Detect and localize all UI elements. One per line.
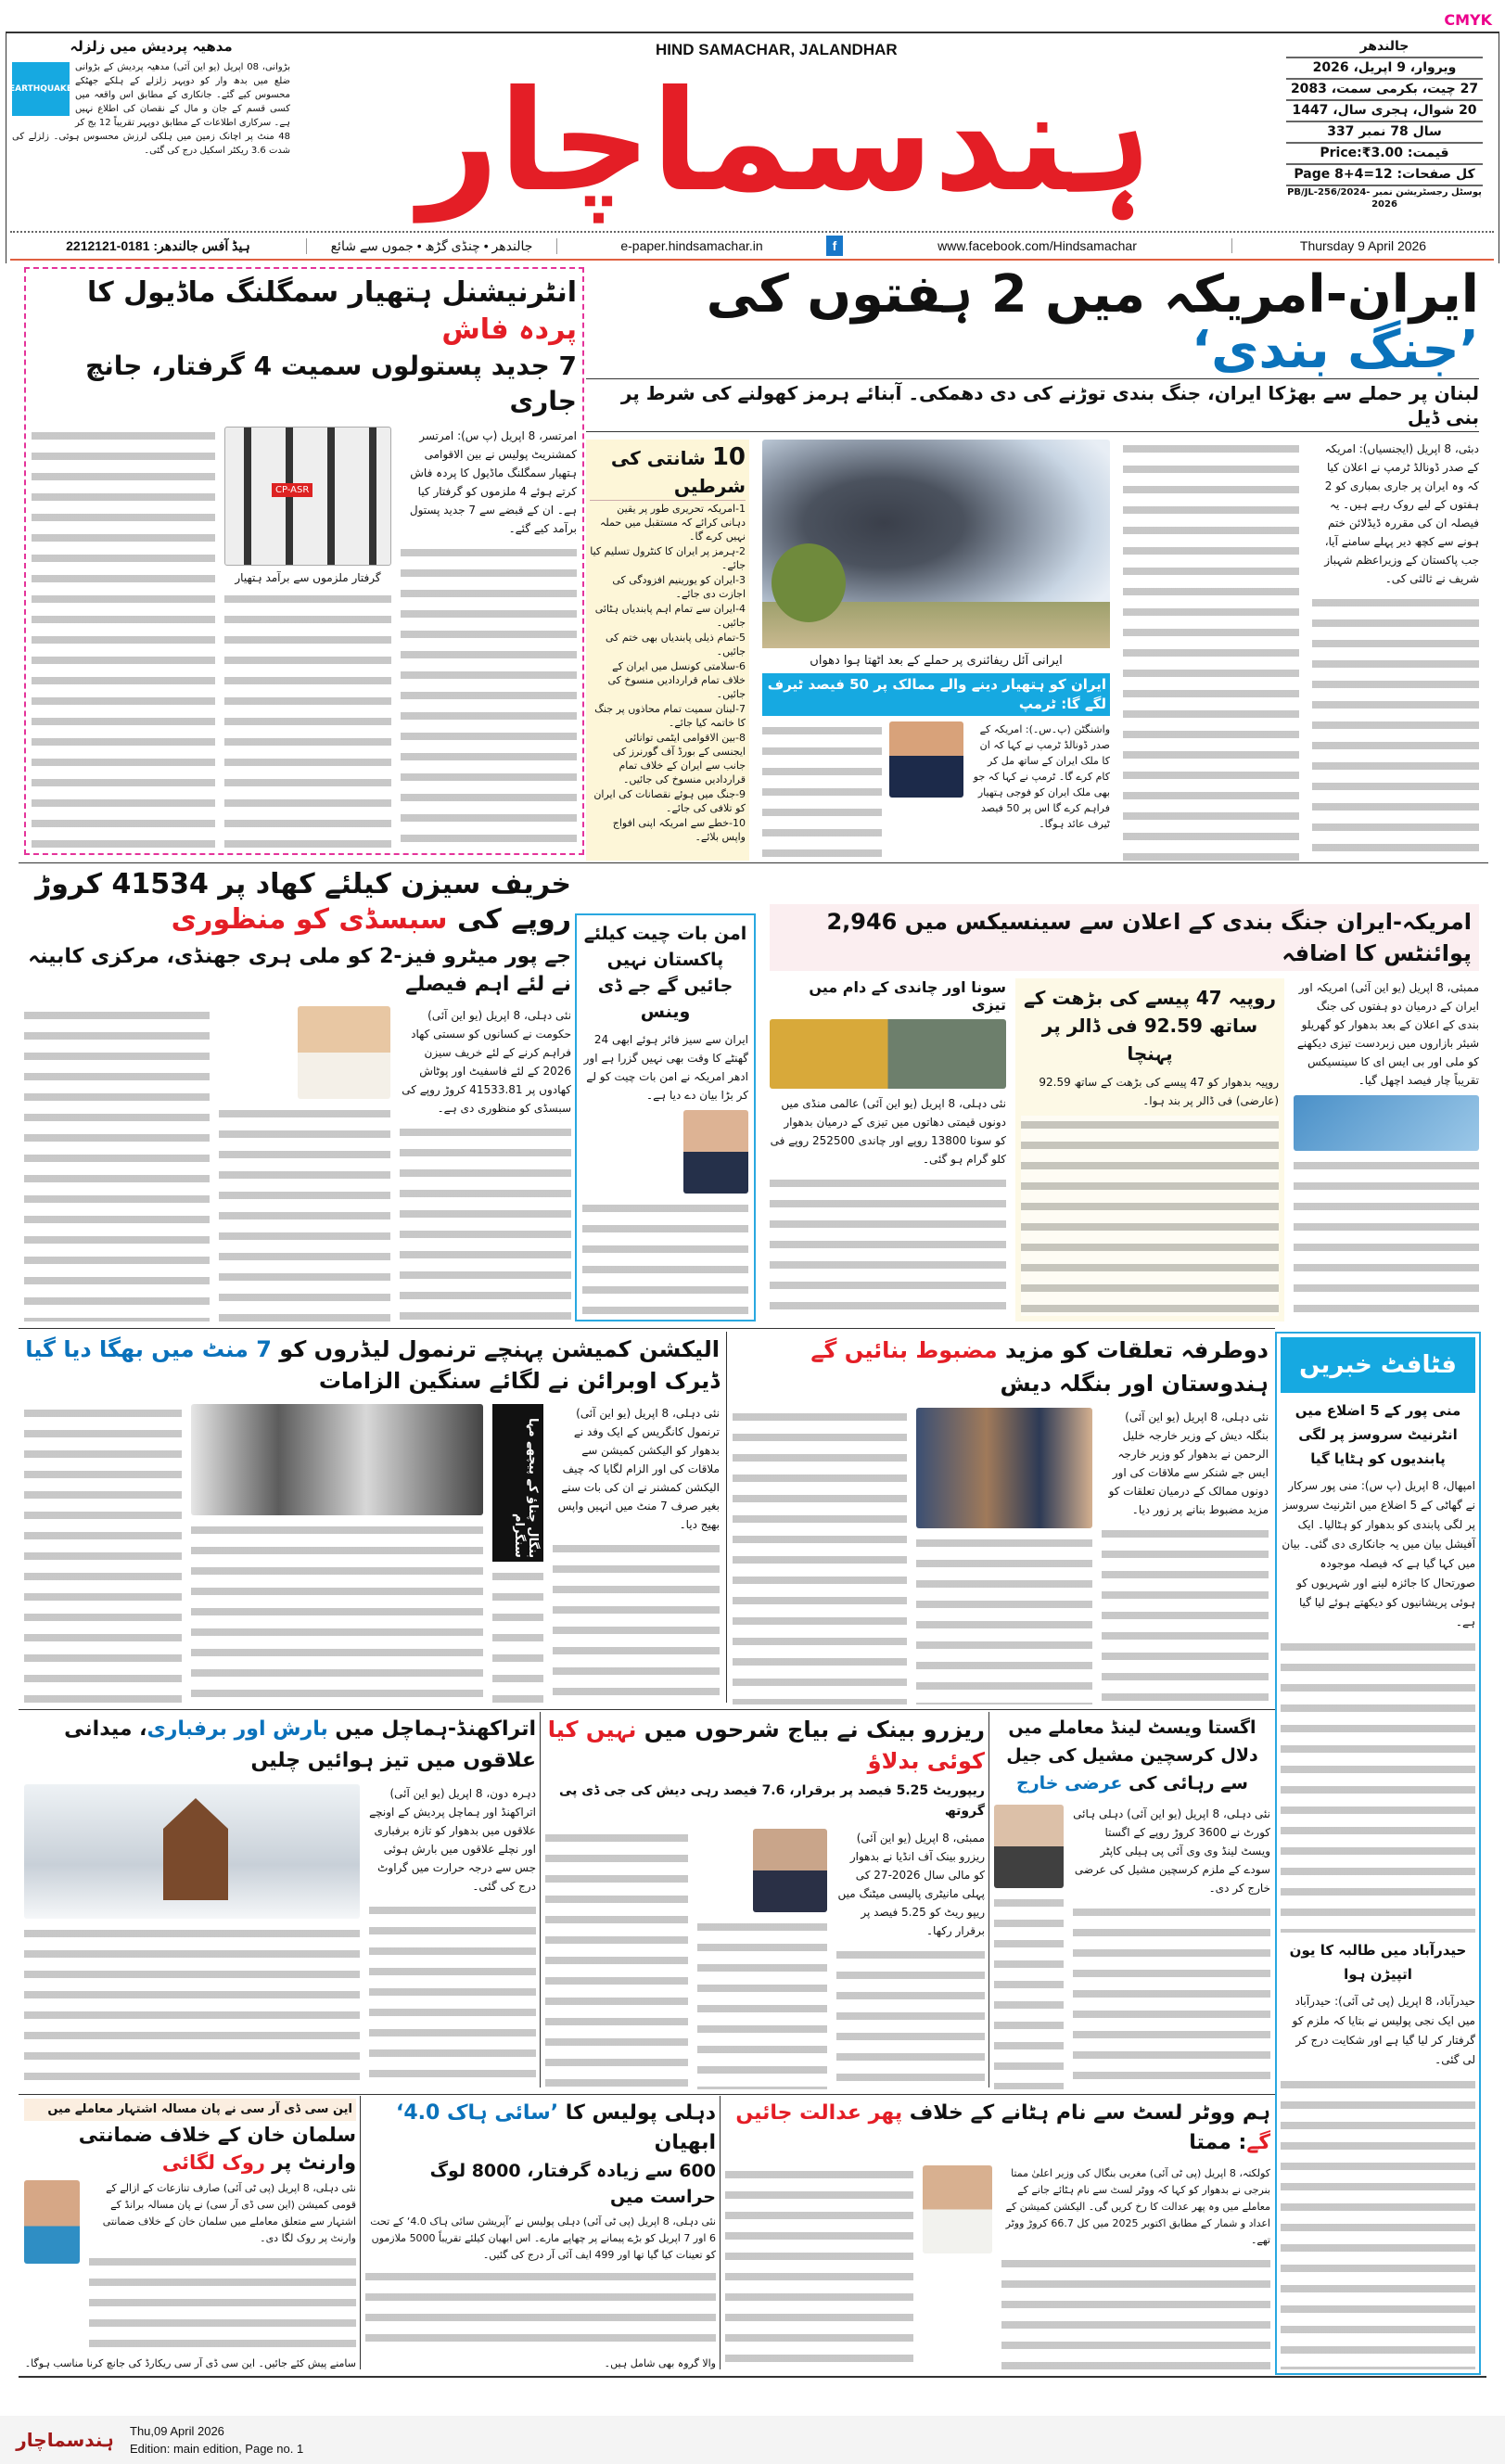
headline-highlight: بارش اور برفباری bbox=[147, 1717, 328, 1741]
text-column bbox=[365, 2267, 716, 2352]
story-agusta-westland bbox=[994, 1714, 1270, 2089]
headline-highlight: پردہ فاش bbox=[441, 313, 577, 346]
bengal-box: بنگال چناؤ کے پیچھے مہا سنگرام bbox=[492, 1404, 543, 1562]
info-date: ویروار، 9 اپریل، 2026 bbox=[1286, 58, 1483, 80]
conditions-box bbox=[586, 440, 749, 861]
text-column bbox=[1001, 2254, 1270, 2372]
text-column bbox=[762, 721, 882, 861]
subheadline: 600 سے زیادہ گرفتار، 8000 لوگ حراست میں bbox=[429, 2161, 716, 2207]
rupee-box bbox=[1015, 978, 1284, 1321]
ministers-photo bbox=[916, 1408, 1092, 1528]
text-column bbox=[401, 543, 577, 848]
headline-highlight: روک لگائی bbox=[161, 2151, 265, 2174]
info-postal: پوسٹل رجسٹریشن نمبر PB/JL-256/2024-2026 bbox=[1287, 187, 1482, 210]
story-weapons-smuggling bbox=[24, 267, 584, 855]
info-year: سال 78 نمبر 337 bbox=[1286, 122, 1483, 144]
footer bbox=[0, 2416, 1505, 2464]
headline: خریف سیزن کیلئے کھاد پر 41534 کروڑ روپے کی bbox=[35, 868, 571, 936]
snow-photo bbox=[24, 1784, 360, 1919]
story-sensex bbox=[770, 904, 1479, 1321]
earthquake-title: مدھیہ پردیش میں زلزلہ bbox=[70, 38, 233, 55]
refinery-smoke-photo bbox=[762, 440, 1110, 648]
conditions-title: شانتی کی شرطیں bbox=[610, 447, 746, 497]
text-column bbox=[582, 1199, 748, 1314]
condition-item: 8-بین الاقوامی ایٹمی توانائی ایجنسی کے بورڈ آف گورنرز کی جانب سے ایران کے خلاف تمام قراردادیں منسوخ کی جائیں۔ bbox=[612, 732, 746, 785]
mamta-photo bbox=[923, 2165, 992, 2253]
page-bottom-border bbox=[19, 2376, 1486, 2378]
headline: ہم ووٹر لسٹ سے نام ہٹانے کے خلاف bbox=[902, 2101, 1270, 2125]
condition-item: 2-ہرمز پر ایران کا کنٹرول تسلیم کیا جائے۔ bbox=[590, 545, 746, 571]
text-column bbox=[1312, 594, 1479, 861]
text-column bbox=[224, 590, 391, 848]
editions: جالندھر • چنڈی گڑھ • جموں سے شائع bbox=[307, 238, 557, 254]
headline-highlight: عرضی خارج bbox=[1016, 1773, 1123, 1794]
headline: اگستا ویسٹ لینڈ معاملے میں دلال کرسچین مشیل کی جیل سے رہائی کی bbox=[1006, 1717, 1258, 1794]
text-column bbox=[553, 1539, 720, 1704]
divider bbox=[720, 2096, 721, 2369]
divider bbox=[540, 1712, 541, 2087]
meeting-photo bbox=[191, 1404, 483, 1515]
text-column bbox=[492, 1567, 543, 1704]
story-india-bangladesh bbox=[733, 1334, 1269, 1704]
lead-headline: ایران-امریکہ میں 2 ہفتوں کی bbox=[706, 264, 1479, 325]
newspaper-logo: ہندسماچار bbox=[418, 61, 1153, 223]
jewellery-photo bbox=[770, 1019, 1006, 1089]
divider bbox=[19, 1709, 1275, 1710]
story-kharif-subsidy bbox=[24, 867, 571, 1321]
story-body: ایران سے سیز فائر ہوئے ابھی 24 گھنٹے کا وقت بھی نہیں گزرا ہے اور ادھر امریکہ نے امن بات چیت کو لے کر بڑا بیان دے دیا ہے۔ bbox=[583, 1033, 748, 1102]
text-column bbox=[89, 2253, 356, 2352]
text-column bbox=[1021, 1116, 1279, 1316]
tariff-body: واشنگٹن (پ۔س۔): امریکہ کے صدر ڈونالڈ ٹرمپ نے کہا کہ ان کا ملک ایران کے ساتھ مل کر کام کرے گا۔ ٹرمپ نے کہا کہ جو بھی ملک ایران کو فوجی ہتھیار فراہم کرے گا اس پر 50 فیصد ٹیرف عائد ہوگا۔ bbox=[973, 723, 1110, 830]
conditions-number: 10 bbox=[711, 443, 746, 471]
subheadline: جے پور میٹرو فیز-2 کو ملی ہری جھنڈی، مرکزی کابینہ نے لئے اہم فیصلے bbox=[28, 945, 571, 996]
condition-item: 9-جنگ میں ہوئے نقصانات کی ایران کو تلافی کی جائے۔ bbox=[593, 788, 746, 814]
text-column bbox=[725, 2165, 913, 2372]
text-column bbox=[545, 1829, 688, 2089]
facebook-link[interactable]: www.facebook.com/Hindsamachar bbox=[843, 238, 1232, 253]
condition-item: 1-امریکہ تحریری طور پر یقین دہانی کرائے کہ مستقبل میں حملہ نہیں کرے گا۔ bbox=[599, 503, 746, 543]
news-item-title: حیدرآباد میں طالبہ کا یون اتپیڑن ہوا bbox=[1289, 1941, 1467, 1983]
rupee-headline: روپیہ 47 پیسے کی بڑھت کے ساتھ 92.59 فی ڈالر پر پہنچا bbox=[1024, 987, 1276, 1065]
headline: دوطرفہ تعلقات کو مزید bbox=[997, 1337, 1269, 1363]
headline: امریکہ-ایران جنگ بندی کے اعلان سے سینسیکس میں 2,946 پوائنٹس کا اضافہ bbox=[770, 904, 1479, 971]
headline-highlight: ’سائی ہاک 4.0‘ bbox=[396, 2101, 559, 2125]
footer-date: Thu,09 April 2026 bbox=[130, 2424, 224, 2438]
headline: دہلی پولیس کا bbox=[558, 2101, 716, 2125]
headline-highlight: 7 منٹ میں بھگا دیا گیا bbox=[25, 1336, 272, 1362]
trump-photo bbox=[889, 721, 963, 798]
subheadline: 7 جدید پستولوں سمیت 4 گرفتار، جانچ جاری bbox=[85, 351, 577, 416]
text-column bbox=[24, 1404, 182, 1704]
info-price: قیمت: Price:₹3.00 bbox=[1286, 144, 1483, 165]
headline-tail: ابھیان bbox=[654, 2131, 716, 2154]
divider bbox=[988, 1712, 989, 2087]
info-bar bbox=[10, 231, 1494, 261]
info-pages: کل صفحات: 12=4+8 Page bbox=[1286, 165, 1483, 186]
photo-caption: گرفتار ملزموں سے برآمد ہتھیار bbox=[235, 571, 381, 584]
headline-highlight: سبسڈی کو منظوری bbox=[171, 903, 448, 936]
footer-logo: ہندسماچار bbox=[16, 2429, 114, 2451]
text-column bbox=[770, 1174, 1006, 1321]
story-tail: والا گروہ بھی شامل ہیں۔ bbox=[604, 2357, 716, 2369]
story-body: دہرہ دون، 8 اپریل (یو این آئی) اتراکھنڈ اور ہماچل پردیش کے اونچے علاقوں میں بدھوار کو تازہ برفباری اور نچلے علاقوں میں بارش ہوئی جس سے درجہ حرارت میں گراوٹ درج کی گئی۔ bbox=[369, 1787, 536, 1893]
vance-photo bbox=[683, 1110, 748, 1194]
divider bbox=[360, 2096, 361, 2369]
salman-photo bbox=[24, 2180, 80, 2264]
text-column bbox=[1281, 1638, 1475, 1933]
cmyk-text: CMYK bbox=[1444, 11, 1492, 29]
story-mamta-banerjee bbox=[725, 2099, 1270, 2372]
headline-tail: ہندوستان اور بنگلہ دیش bbox=[1000, 1371, 1269, 1397]
weapons-photo bbox=[224, 427, 391, 566]
text-column bbox=[697, 1918, 827, 2089]
story-body: نئی دہلی، 8 اپریل (یو این آئی) ترنمول کانگریس کے ایک وفد نے بدھوار کو الیکشن کمیشن سے ملاقات کی اور الزام لگایا کہ چیف الیکشن کمشنر نے ان کی بات سنے بغیر صرف 7 منٹ میں انہیں واپس بھیج دیا۔ bbox=[557, 1407, 720, 1531]
headline: الیکشن کمیشن پہنچے ترنمول لیڈروں کو bbox=[271, 1336, 720, 1362]
story-body: نئی دہلی، 8 اپریل (پی ٹی آئی) صارف تنازعات کے ازالے کے قومی کمیشن (این سی ڈی آر سی) نے پان مسالہ برانڈ کے اشتہار سے متعلق معاملے میں سلمان خان کے خلاف ضمانتی وارنٹ پر روک لگا دی۔ bbox=[102, 2182, 356, 2244]
gold-headline: سونا اور چاندی کے دام میں تیزی bbox=[809, 978, 1006, 1014]
kicker: این سی ڈی آر سی نے پان مسالہ اشتہار معاملے میں bbox=[24, 2099, 356, 2121]
news-item-body: حیدرآباد، 8 اپریل (پی ٹی آئی): حیدرآباد میں ایک نجی پولیس نے بتایا کہ ملزم کو گرفتار کر لیا گیا ہے اور شکایت درج کر لی گئی۔ bbox=[1292, 1994, 1475, 2066]
headline-part: انٹرنیشنل ہتھیار سمگلنگ ماڈیول کا bbox=[87, 276, 577, 309]
text-column bbox=[400, 1123, 571, 1321]
info-bikrami: 27 چیت، بکرمی سمت، 2083 bbox=[1286, 80, 1483, 101]
gold-body: نئی دہلی، 8 اپریل (یو این آئی) عالمی منڈی میں دونوں قیمتی دھاتوں میں تیزی کے درمیان بدھوار کو سونا 13800 روپے اور چاندی 252500 روپے فی کلو گرام ہو گئی۔ bbox=[770, 1097, 1006, 1166]
headline-tail: ڈیرک اوبرائن نے لگائے سنگین الزامات bbox=[318, 1368, 720, 1394]
story-body: نئی دہلی، 8 اپریل (یو این آئی) بنگلہ دیش کے وزیر خارجہ خلیل الرحمن نے بدھوار کو وزیر خارجہ ایس جے شنکر سے ملاقات کی اور دونوں ممالک کے درمیان تعلقات کو مزید مضبوط بنانے پر زور دیا۔ bbox=[1108, 1411, 1269, 1516]
lead-body: دبئی، 8 اپریل (ایجنسیاں): امریکہ کے صدر ڈونالڈ ٹرمپ نے اعلان کیا کہ وہ ایران پر جاری بمباری کو 2 ہفتوں کے لیے روک رہے ہیں۔ یہ فیصلہ ان کی مقررہ ڈیڈلائن ختم ہونے سے کچھ دیر پہلے سامنے آیا، جب پاکستان کے وزیراعظم شہباز شریف نے ثالثی کی۔ bbox=[1324, 442, 1479, 585]
text-column bbox=[24, 1006, 210, 1321]
footer-edition: Edition: main edition, Page no. 1 bbox=[130, 2442, 304, 2456]
text-column bbox=[994, 1894, 1064, 2089]
story-election-commission bbox=[24, 1334, 720, 1704]
text-column bbox=[1294, 1156, 1479, 1321]
story-tail: سامنے پیش کئے جائیں۔ این سی ڈی آر سی ریکارڈ کی جانچ کرنا مناسب ہوگا۔ bbox=[24, 2357, 356, 2369]
divider bbox=[19, 862, 1488, 863]
sensex-body: ممبئی، 8 اپریل (یو این آئی) امریکہ اور ایران کے درمیان دو ہفتوں کی جنگ بندی کے اعلان کے بعد بدھوار کو گھریلو شیئر بازاروں میں زبردست تیزی دیکھنے کو ملی اور بی ایس ای کا سینسیکس تقریباً چار فیصد اچھل گیا۔ bbox=[1296, 981, 1479, 1087]
news-item-body: امپھال، 8 اپریل (پ س): منی پور سرکار نے گھاٹی کے 5 اضلاع میں انٹرنیٹ سروسز پر لگی پابندی کو بدھوار کو ہٹالیا۔ ایک آفیشل بیان میں یہ جانکاری دی گئی۔ بیان میں کہا گیا ہے کہ فیصلہ موجودہ صورتحال کا جائزہ لینے اور شہریوں کو ہوئی پریشانیوں کو دیکھتے ہوئے لیا گیا ہے۔ bbox=[1282, 1479, 1475, 1628]
lead-story bbox=[586, 264, 1479, 861]
lead-headline-highlight: ’جنگ بندی‘ bbox=[1191, 320, 1479, 380]
divider bbox=[726, 1332, 727, 1703]
condition-item: 7-لبنان سمیت تمام محاذوں پر جنگ کا خاتمہ کیا جائے۔ bbox=[594, 703, 746, 729]
headline-tail: ، میدانی علاقوں میں تیز ہوائیں چلیں bbox=[64, 1717, 536, 1772]
text-column bbox=[1281, 2075, 1475, 2370]
minister-photo bbox=[298, 1006, 390, 1099]
story-body: کولکتہ، 8 اپریل (پی ٹی آئی) مغربی بنگال کی وزیر اعلیٰ ممتا بنرجی نے بدھوار کو کہا کہ ووٹر لسٹ سے نام ہٹائے جانے کے معاملے میں وہ پھر عدالت کا رخ کریں گی۔ الیکشن کمیشن کے اعداد و شمار کے مطابق اکتوبر 2025 میں کل 66.7 کروڑ ووٹر تھے۔ bbox=[1005, 2167, 1270, 2246]
cp-asr-badge: CP-ASR bbox=[272, 483, 312, 497]
condition-item: 5-تمام ذیلی پابندیاں بھی ختم کی جائیں۔ bbox=[605, 632, 746, 657]
head-office-phone: ہیڈ آفس جالندھر: 0181-2212121 bbox=[10, 238, 307, 254]
text-column bbox=[191, 1521, 483, 1704]
publisher-name: HIND SAMACHAR, JALANDHAR bbox=[656, 41, 898, 58]
headline-tail: : ممتا bbox=[1189, 2131, 1247, 2154]
cmyk-marker bbox=[1444, 11, 1492, 29]
earthquake-body: بڑوانی، 08 اپریل (یو این آئی) مدھیہ پردیش کے بڑوانی ضلع میں بدھ وار کو دوپہر زلزلے کے ہلکے جھٹکے محسوس کیے گئے۔ جانکاری کے مطابق اس واقعہ میں کسی قسم کے جان و مال کے نقصان کی اطلاع نہیں ہے۔ سرکاری اطلاعات کے مطابق دوپہر تقریباً 12 بج کر 48 منٹ پر اچانک زمین میں ہلکی لرزش محسوس ہوئی۔ زلزلے کی شدت 3.6 ریکٹر اسکیل درج کی گئی۔ bbox=[12, 62, 290, 156]
headline-highlight: پھر عدالت جائیں گے bbox=[735, 2101, 1270, 2154]
headline: ریزرو بینک نے بیاج شرحوں میں bbox=[636, 1717, 985, 1743]
rupee-body: روپیہ بدھوار کو 47 پیسے کی بڑھت کے ساتھ 92.59 (عارضی) فی ڈالر پر بند ہوا۔ bbox=[1039, 1076, 1279, 1107]
text-column bbox=[219, 1104, 390, 1321]
condition-item: 10-خطے سے امریکہ اپنی افواج واپس بلائے۔ bbox=[612, 817, 746, 843]
photo-caption: ایرانی آئل ریفائنری پر حملے کے بعد اٹھتا ہوا دھواں bbox=[810, 654, 1063, 668]
text-column bbox=[24, 1924, 360, 2089]
headline: سلمان خان کے خلاف ضمانتی وارنٹ پر bbox=[78, 2124, 356, 2174]
headline-highlight: مضبوط بنائیں گے bbox=[810, 1337, 998, 1363]
headline: اتراکھنڈ-ہماچل میں bbox=[327, 1717, 536, 1741]
story-body: نئی دہلی، 8 اپریل (یو این آئی) حکومت نے کسانوں کو سستی کھاد فراہم کرنے کے لئے خریف سیزن 2026 کے لئے فاسفیٹ اور پوٹاش کھادوں پر 41533.81 کروڑ روپے کی سبسڈی کو منظوری دی ہے۔ bbox=[402, 1009, 571, 1115]
lead-subheadline: لبنان پر حملے سے بھڑکا ایران، جنگ بندی توڑنے کی دی دھمکی۔ آبنائے ہرمز کھولنے کی شرط پر بنی ڈیل bbox=[586, 379, 1479, 432]
info-hijri: 20 شوال، ہجری سال، 1447 bbox=[1286, 101, 1483, 122]
text-column bbox=[369, 1901, 536, 2089]
facebook-icon: f bbox=[826, 236, 843, 256]
story-body: ممبئی، 8 اپریل (یو این آئی) ریزرو بینک آف انڈیا نے بدھوار کو مالی سال 2026-27 کی پہلی مانیٹری پالیسی میٹنگ میں ریپو ریٹ کو 5.25 فیصد پر برقرار رکھا۔ bbox=[837, 1832, 985, 1937]
headline-highlight: نہیں کیا کوئی بدلاؤ bbox=[547, 1717, 985, 1774]
text-column bbox=[733, 1408, 907, 1704]
text-column bbox=[1073, 1903, 1270, 2089]
issue-info bbox=[1286, 37, 1483, 211]
earthquake-badge: EARTHQUAKE bbox=[12, 62, 70, 116]
epaper-link[interactable]: e-paper.hindsamachar.in bbox=[620, 238, 763, 253]
gold-silver-box bbox=[770, 978, 1006, 1321]
tariff-banner: ایران کو ہتھیار دینے والے ممالک پر 50 فیصد ٹیرف لگے گا: ٹرمپ bbox=[762, 673, 1110, 716]
text-column bbox=[836, 1946, 985, 2089]
story-body: امرتسر، 8 اپریل (پ س): امرتسر کمشنریٹ پولیس نے بین الاقوامی ہتھیار سمگلنگ ماڈیول کا پردہ فاش کرتے ہوئے 4 ملزموں کو گرفتار کیا ہے۔ ان کے قبضے سے 7 جدید پستول برآمد کیے گئے۔ bbox=[409, 429, 577, 535]
story-body: نئی دہلی، 8 اپریل (یو این آئی) دہلی ہائی کورٹ نے 3600 کروڑ روپے کے اگستا ویسٹ لینڈ وی وی آئی پی ہیلی کاپٹر سودے کے ملزم کرسچین مشیل کی عرضی خارج کر دی۔ bbox=[1073, 1807, 1270, 1895]
news-item-title: منی پور کے 5 اضلاع میں انٹرنیٹ سروسز پر لگی پابندیوں کو ہٹایا گیا bbox=[1295, 1402, 1461, 1467]
info-city: جالندھر bbox=[1286, 37, 1483, 58]
bull-photo bbox=[1294, 1095, 1479, 1151]
text-column bbox=[916, 1534, 1092, 1704]
governor-photo bbox=[753, 1829, 827, 1912]
story-vance-pakistan bbox=[575, 913, 756, 1321]
story-uttarakhand-weather bbox=[24, 1714, 536, 2089]
text-column bbox=[1123, 440, 1299, 861]
text-column bbox=[1102, 1525, 1269, 1704]
fast-news-box bbox=[1275, 1332, 1481, 2375]
divider bbox=[19, 1328, 1275, 1329]
divider bbox=[19, 2094, 1275, 2095]
subheadline: ریپوریٹ 5.25 فیصد پر برقرار، 7.6 فیصد رہی دیش کی جی ڈی پی گروتھ bbox=[558, 1783, 985, 1819]
earthquake-brief bbox=[8, 38, 290, 223]
michel-photo bbox=[994, 1805, 1064, 1888]
headline: امن بات چیت کیلئے پاکستان نہیں جائیں گے جے ڈی وینس bbox=[583, 924, 747, 1022]
story-salman-khan bbox=[24, 2099, 356, 2372]
fast-news-title: فٹافٹ خبریں bbox=[1281, 1337, 1475, 1393]
condition-item: 3-ایران کو یورینیم افزودگی کی اجازت دی جائے۔ bbox=[612, 574, 746, 600]
issue-date-english: Thursday 9 April 2026 bbox=[1299, 238, 1427, 253]
text-column bbox=[32, 427, 215, 848]
story-delhi-police bbox=[365, 2099, 716, 2372]
condition-item: 6-سلامتی کونسل میں ایران کے خلاف تمام قراردادیں منسوخ کی جائیں۔ bbox=[607, 660, 746, 700]
masthead bbox=[6, 32, 1499, 263]
story-body: نئی دہلی، 8 اپریل (پی ٹی آئی) دہلی پولیس نے ’آپریشن سائی ہاک 4.0‘ کے تحت 6 اور 7 اپریل کو بڑے پیمانے پر چھاپے مارے۔ اس ابھیان کیلئے تقریباً 5000 ملازموں کو تعینات کیا گیا تھا اور 499 ایف آئی آر درج کی گئیں۔ bbox=[370, 2215, 716, 2261]
condition-item: 4-ایران سے تمام اہم پابندیاں ہٹائی جائیں۔ bbox=[594, 603, 746, 629]
story-rbi-rates bbox=[545, 1714, 985, 2089]
